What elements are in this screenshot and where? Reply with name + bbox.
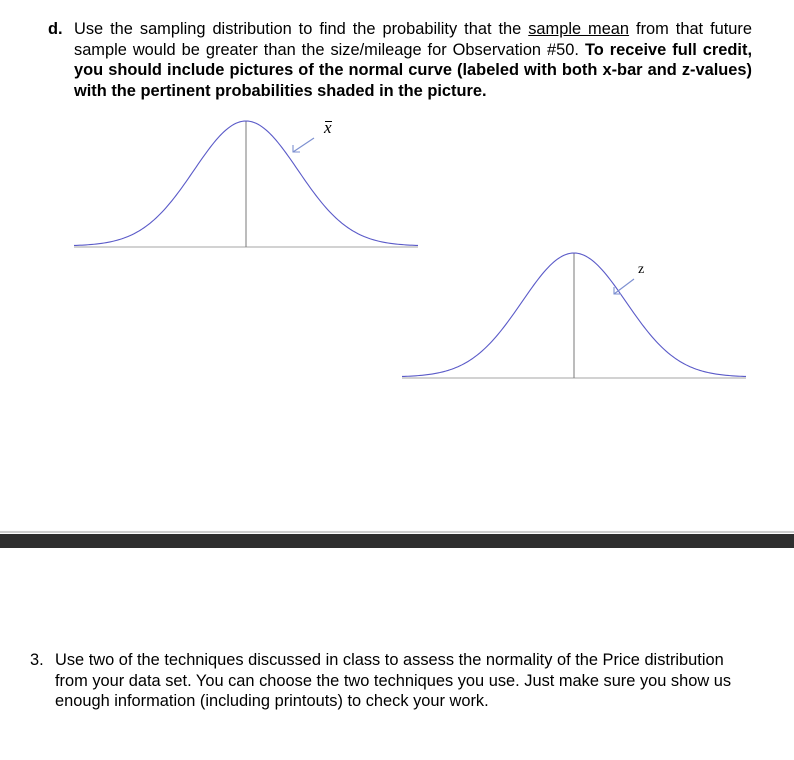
z-arrow-icon xyxy=(614,279,634,294)
question-3-marker: 3. xyxy=(30,651,44,669)
xbar-arrow-icon xyxy=(293,138,314,152)
question-3 xyxy=(30,650,756,712)
part-d-marker: d. xyxy=(48,20,63,38)
section-divider-line xyxy=(0,531,794,533)
z-label: z xyxy=(638,262,645,277)
part-d-text-2: from that future sample would be greater than the size/mileage for Observation #50. xyxy=(74,20,752,59)
xbar-label xyxy=(324,118,332,138)
part-d-text-1: Use the sampling distribution to find the probability that the xyxy=(74,20,529,38)
section-divider-bar xyxy=(0,534,794,548)
xbar-overline xyxy=(325,121,332,122)
xbar-label-text: x xyxy=(324,118,332,137)
xbar-normal-curve xyxy=(74,112,418,252)
part-d-bold-instruction: To receive full credit, you should include pictures of the normal curve (labeled with both x-bar and z-values) with the pertinent probabilities shaded in the picture. xyxy=(74,40,752,100)
part-d-text xyxy=(74,19,752,101)
question-3-text: Use two of the techniques discussed in class to assess the normality of the Price distribution from your data set. You can choose the two techniques you use. Just make sure you show us enough information (including printouts) to check your work. xyxy=(55,651,732,710)
part-d-underlined-phrase: sample mean xyxy=(528,20,630,38)
z-normal-curve xyxy=(402,246,746,382)
part-d-question xyxy=(48,19,752,101)
